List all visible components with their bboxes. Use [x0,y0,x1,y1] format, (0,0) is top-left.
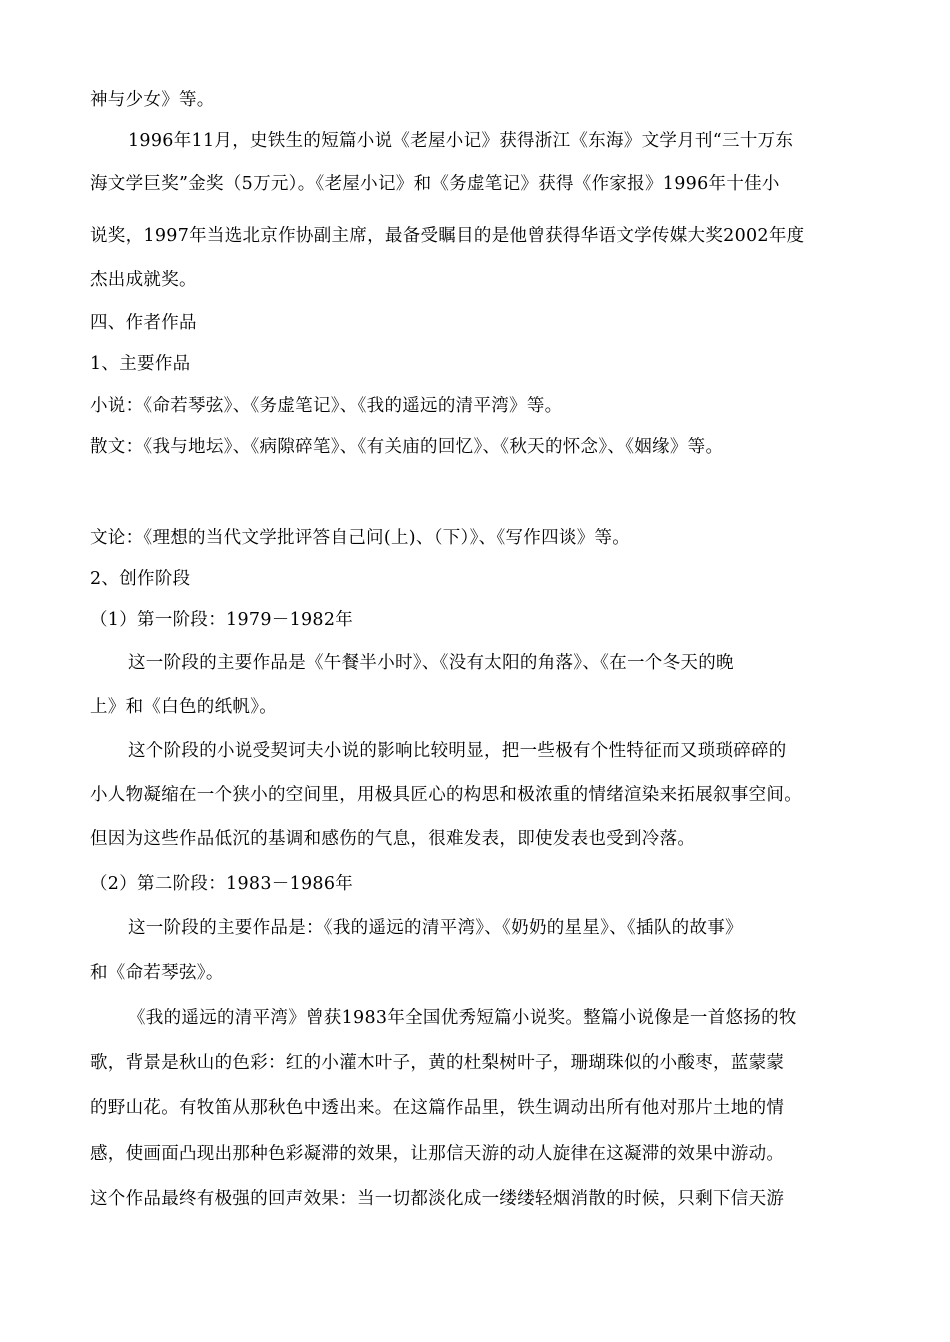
paragraph-line: 这个阶段的小说受契诃夫小说的影响比较明显，把一些极有个性特征而又琐琐碎碎的 [128,741,787,761]
text-line: 歌，背景是秋山的色彩：红的小灌木叶子，黄的杜梨树叶子，珊瑚珠似的小酸枣，蓝蒙蒙 [90,1053,785,1073]
text-line: 小说：《命若琴弦》、《务虚笔记》、《我的遥远的清平湾》等。 [90,396,563,416]
text-line: 杰出成就奖。 [90,270,197,290]
text-line: 的野山花。有牧笛从那秋色中透出来。在这篇作品里，铁生调动出所有他对那片土地的情 [90,1098,785,1118]
subsection-heading: 1、主要作品 [90,354,191,374]
text-line: 说奖，1997年当选北京作协副主席，最备受瞩目的是他曾获得华语文学传媒大奖2002年度 [90,226,805,246]
text-line: 散文：《我与地坛》、《病隙碎笔》、《有关庙的回忆》、《秋天的怀念》、《姻缘》等。 [90,437,724,457]
paragraph-line: 1996年11月，史铁生的短篇小说《老屋小记》获得浙江《东海》文学月刊“三十万东 [128,131,794,151]
paragraph-line: 这一阶段的主要作品是《午餐半小时》、《没有太阳的角落》、《在一个冬天的晚 [128,653,734,673]
text-line: 上》和《白色的纸帆》。 [90,697,278,717]
text-line: 和《命若琴弦》。 [90,963,224,983]
text-line: 感，使画面凸现出那种色彩凝滞的效果，让那信天游的动人旋律在这凝滞的效果中游动。 [90,1144,785,1164]
paragraph-line: 《我的遥远的清平湾》曾获1983年全国优秀短篇小说奖。整篇小说像是一首悠扬的牧 [128,1008,797,1028]
text-line: 这个作品最终有极强的回声效果：当一切都淡化成一缕缕轻烟消散的时候，只剩下信天游 [90,1189,785,1209]
stage-heading: （2）第二阶段：1983－1986年 [90,874,354,894]
paragraph-line: 这一阶段的主要作品是：《我的遥远的清平湾》、《奶奶的星星》、《插队的故事》 [128,918,743,938]
text-line: 小人物凝缩在一个狭小的空间里，用极具匠心的构思和极浓重的情绪渲染来拓展叙事空间。 [90,785,802,805]
text-line: 文论：《理想的当代文学批评答自己问(上)、（下）》、《写作四谈》等。 [90,528,631,548]
subsection-heading: 2、创作阶段 [90,569,191,589]
stage-heading: （1）第一阶段：1979－1982年 [90,610,354,630]
text-line: 但因为这些作品低沉的基调和感伤的气息，很难发表，即使发表也受到冷落。 [90,829,696,849]
text-line: 神与少女》等。 [90,90,215,110]
text-line: 海文学巨奖”金奖（5万元）。《老屋小记》和《务虚笔记》获得《作家报》1996年十佳小 [90,174,780,194]
section-heading: 四、作者作品 [90,313,197,333]
